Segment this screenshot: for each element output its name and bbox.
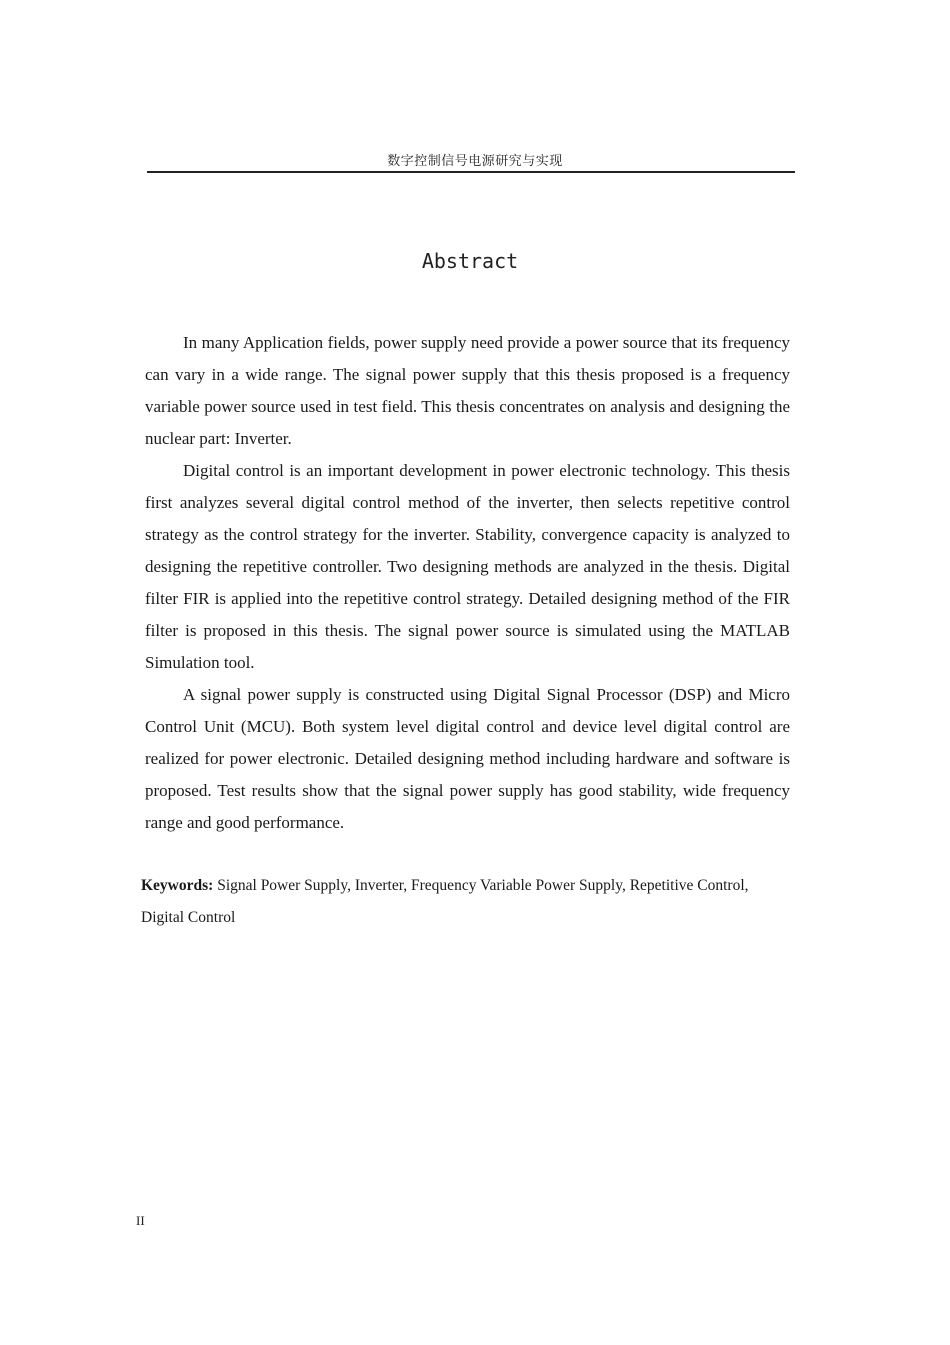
keywords-label: Keywords: [141, 877, 214, 894]
keywords [141, 870, 791, 934]
keywords-text: Signal Power Supply, Inverter, Frequency Variable Power Supply, Repetitive Control, Digital Control [141, 877, 749, 926]
abstract-body [145, 327, 790, 839]
abstract-paragraph-3: A signal power supply is constructed using Digital Signal Processor (DSP) and Micro Control Unit (MCU). Both system level digital control and device level digital control are realized for power electronic. Detailed designing method including hardware and software is proposed. Test results show that the signal power supply has good stability, wide frequency range and good performance. [145, 685, 790, 832]
running-header: 数字控制信号电源研究与实现 [387, 154, 563, 169]
abstract-paragraph-1: In many Application fields, power supply need provide a power source that its frequency can vary in a wide range. The signal power supply that this thesis proposed is a frequency variable power source used in test field. This thesis concentrates on analysis and designing the nuclear part: Inverter. [145, 333, 790, 448]
abstract-paragraph-2: Digital control is an important development in power electronic technology. This thesis first analyzes several digital control method of the inverter, then selects repetitive control strategy as the control strategy for the inverter. Stability, convergence capacity is analyzed to designing the repetitive controller. Two designing methods are analyzed in the thesis. Digital filter FIR is applied into the repetitive control strategy. Detailed designing method of the FIR filter is proposed in this thesis. The signal power source is simulated using the MATLAB Simulation tool. [145, 461, 790, 672]
page-number: II [136, 1213, 145, 1228]
header-rule [147, 171, 795, 173]
abstract-title: Abstract [421, 249, 519, 273]
